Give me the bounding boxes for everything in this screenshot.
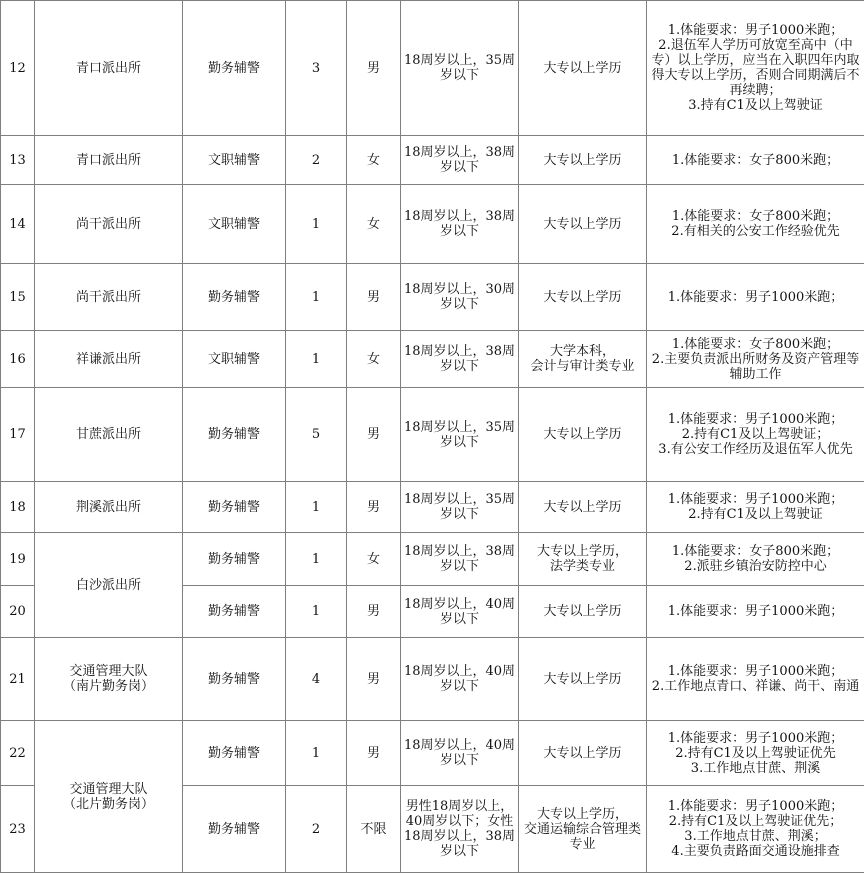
row-number-cell: 19: [1, 533, 35, 586]
headcount-cell: 2: [286, 136, 347, 185]
row-number-cell: 13: [1, 136, 35, 185]
table-row: [1, 721, 864, 786]
post-cell: 勤务辅警: [183, 721, 286, 786]
requirements-cell: 1.体能要求：男子1000米跑； 2.持有C1及以上驾驶证； 3.有公安工作经历及退伍军人优先: [647, 388, 864, 482]
unit-cell: 尚干派出所: [35, 185, 183, 264]
education-cell: 大专以上学历: [519, 1, 647, 136]
table-row: [1, 264, 864, 331]
gender-cell: 男: [347, 638, 401, 721]
requirements-cell: 1.体能要求：女子800米跑；: [647, 136, 864, 185]
gender-cell: 男: [347, 1, 401, 136]
requirements-cell: 1.体能要求：男子1000米跑； 2.退伍军人学历可放宽至高中（中专）以上学历，应当在入职四年内取得大专以上学历，否则合同期满后不再续聘； 3.持有C1及以上驾驶证: [647, 1, 864, 136]
gender-cell: 男: [347, 721, 401, 786]
post-cell: 勤务辅警: [183, 264, 286, 331]
row-number-cell: 23: [1, 786, 35, 873]
unit-cell: 荆溪派出所: [35, 482, 183, 533]
table-row: [1, 136, 864, 185]
unit-cell: 青口派出所: [35, 1, 183, 136]
requirements-cell: 1.体能要求：男子1000米跑； 2.持有C1及以上驾驶证: [647, 482, 864, 533]
headcount-cell: 5: [286, 388, 347, 482]
unit-cell: 白沙派出所: [35, 533, 183, 638]
unit-cell: 青口派出所: [35, 136, 183, 185]
gender-cell: 女: [347, 331, 401, 388]
gender-cell: 女: [347, 136, 401, 185]
age-cell: 18周岁以上，35周 岁以下: [401, 388, 519, 482]
headcount-cell: 4: [286, 638, 347, 721]
requirements-cell: 1.体能要求：男子1000米跑； 2.工作地点青口、祥谦、尚干、南通: [647, 638, 864, 721]
education-cell: 大专以上学历: [519, 388, 647, 482]
post-cell: 勤务辅警: [183, 1, 286, 136]
education-cell: 大专以上学历， 法学类专业: [519, 533, 647, 586]
gender-cell: 不限: [347, 786, 401, 873]
age-cell: 18周岁以上，38周 岁以下: [401, 136, 519, 185]
table-row: [1, 185, 864, 264]
row-number-cell: 18: [1, 482, 35, 533]
table-row: [1, 533, 864, 586]
post-cell: 勤务辅警: [183, 482, 286, 533]
age-cell: 18周岁以上，38周 岁以下: [401, 185, 519, 264]
gender-cell: 女: [347, 185, 401, 264]
post-cell: 勤务辅警: [183, 586, 286, 638]
unit-cell: 祥谦派出所: [35, 331, 183, 388]
unit-cell: 交通管理大队 （北片勤务岗）: [35, 721, 183, 873]
headcount-cell: 1: [286, 533, 347, 586]
row-number-cell: 17: [1, 388, 35, 482]
education-cell: 大专以上学历: [519, 586, 647, 638]
requirements-cell: 1.体能要求：男子1000米跑； 2.持有C1及以上驾驶证优先； 3.工作地点甘蔗、荆溪； 4.主要负责路面交通设施排查: [647, 786, 864, 873]
unit-cell: 甘蔗派出所: [35, 388, 183, 482]
post-cell: 文职辅警: [183, 185, 286, 264]
row-number-cell: 15: [1, 264, 35, 331]
headcount-cell: 1: [286, 264, 347, 331]
age-cell: 18周岁以上，38周 岁以下: [401, 331, 519, 388]
age-cell: 18周岁以上，40周 岁以下: [401, 638, 519, 721]
education-cell: 大专以上学历: [519, 136, 647, 185]
age-cell: 18周岁以上，30周 岁以下: [401, 264, 519, 331]
row-number-cell: 22: [1, 721, 35, 786]
gender-cell: 男: [347, 482, 401, 533]
post-cell: 文职辅警: [183, 136, 286, 185]
requirements-cell: 1.体能要求：女子800米跑； 2.主要负责派出所财务及资产管理等辅助工作: [647, 331, 864, 388]
headcount-cell: 3: [286, 1, 347, 136]
age-cell: 男性18周岁以上，40周岁以下；女性18周岁以上，38周岁以下: [401, 786, 519, 873]
headcount-cell: 1: [286, 586, 347, 638]
post-cell: 勤务辅警: [183, 638, 286, 721]
education-cell: 大专以上学历: [519, 638, 647, 721]
age-cell: 18周岁以上，38周 岁以下: [401, 533, 519, 586]
requirements-cell: 1.体能要求：男子1000米跑；: [647, 586, 864, 638]
table-row: [1, 388, 864, 482]
unit-cell: 尚干派出所: [35, 264, 183, 331]
gender-cell: 男: [347, 264, 401, 331]
unit-cell: 交通管理大队 （南片勤务岗）: [35, 638, 183, 721]
headcount-cell: 1: [286, 482, 347, 533]
headcount-cell: 1: [286, 331, 347, 388]
age-cell: 18周岁以上，35周 岁以下: [401, 482, 519, 533]
table-row: [1, 482, 864, 533]
education-cell: 大专以上学历， 交通运输综合管理类专业: [519, 786, 647, 873]
requirements-cell: 1.体能要求：男子1000米跑； 2.持有C1及以上驾驶证优先 3.工作地点甘蔗、荆溪: [647, 721, 864, 786]
row-number-cell: 14: [1, 185, 35, 264]
age-cell: 18周岁以上，35周 岁以下: [401, 1, 519, 136]
education-cell: 大专以上学历: [519, 264, 647, 331]
table-row: [1, 1, 864, 136]
education-cell: 大专以上学历: [519, 482, 647, 533]
post-cell: 文职辅警: [183, 331, 286, 388]
post-cell: 勤务辅警: [183, 533, 286, 586]
row-number-cell: 16: [1, 331, 35, 388]
gender-cell: 男: [347, 586, 401, 638]
education-cell: 大专以上学历: [519, 185, 647, 264]
row-number-cell: 12: [1, 1, 35, 136]
table-row: [1, 331, 864, 388]
gender-cell: 男: [347, 388, 401, 482]
headcount-cell: 1: [286, 185, 347, 264]
requirements-cell: 1.体能要求：男子1000米跑；: [647, 264, 864, 331]
education-cell: 大专以上学历: [519, 721, 647, 786]
requirements-cell: 1.体能要求：女子800米跑； 2.有相关的公安工作经验优先: [647, 185, 864, 264]
row-number-cell: 20: [1, 586, 35, 638]
requirements-cell: 1.体能要求：女子800米跑； 2.派驻乡镇治安防控中心: [647, 533, 864, 586]
post-cell: 勤务辅警: [183, 388, 286, 482]
age-cell: 18周岁以上，40周 岁以下: [401, 586, 519, 638]
age-cell: 18周岁以上，40周 岁以下: [401, 721, 519, 786]
gender-cell: 女: [347, 533, 401, 586]
table-row: [1, 638, 864, 721]
headcount-cell: 2: [286, 786, 347, 873]
post-cell: 勤务辅警: [183, 786, 286, 873]
education-cell: 大学本科， 会计与审计类专业: [519, 331, 647, 388]
headcount-cell: 1: [286, 721, 347, 786]
row-number-cell: 21: [1, 638, 35, 721]
